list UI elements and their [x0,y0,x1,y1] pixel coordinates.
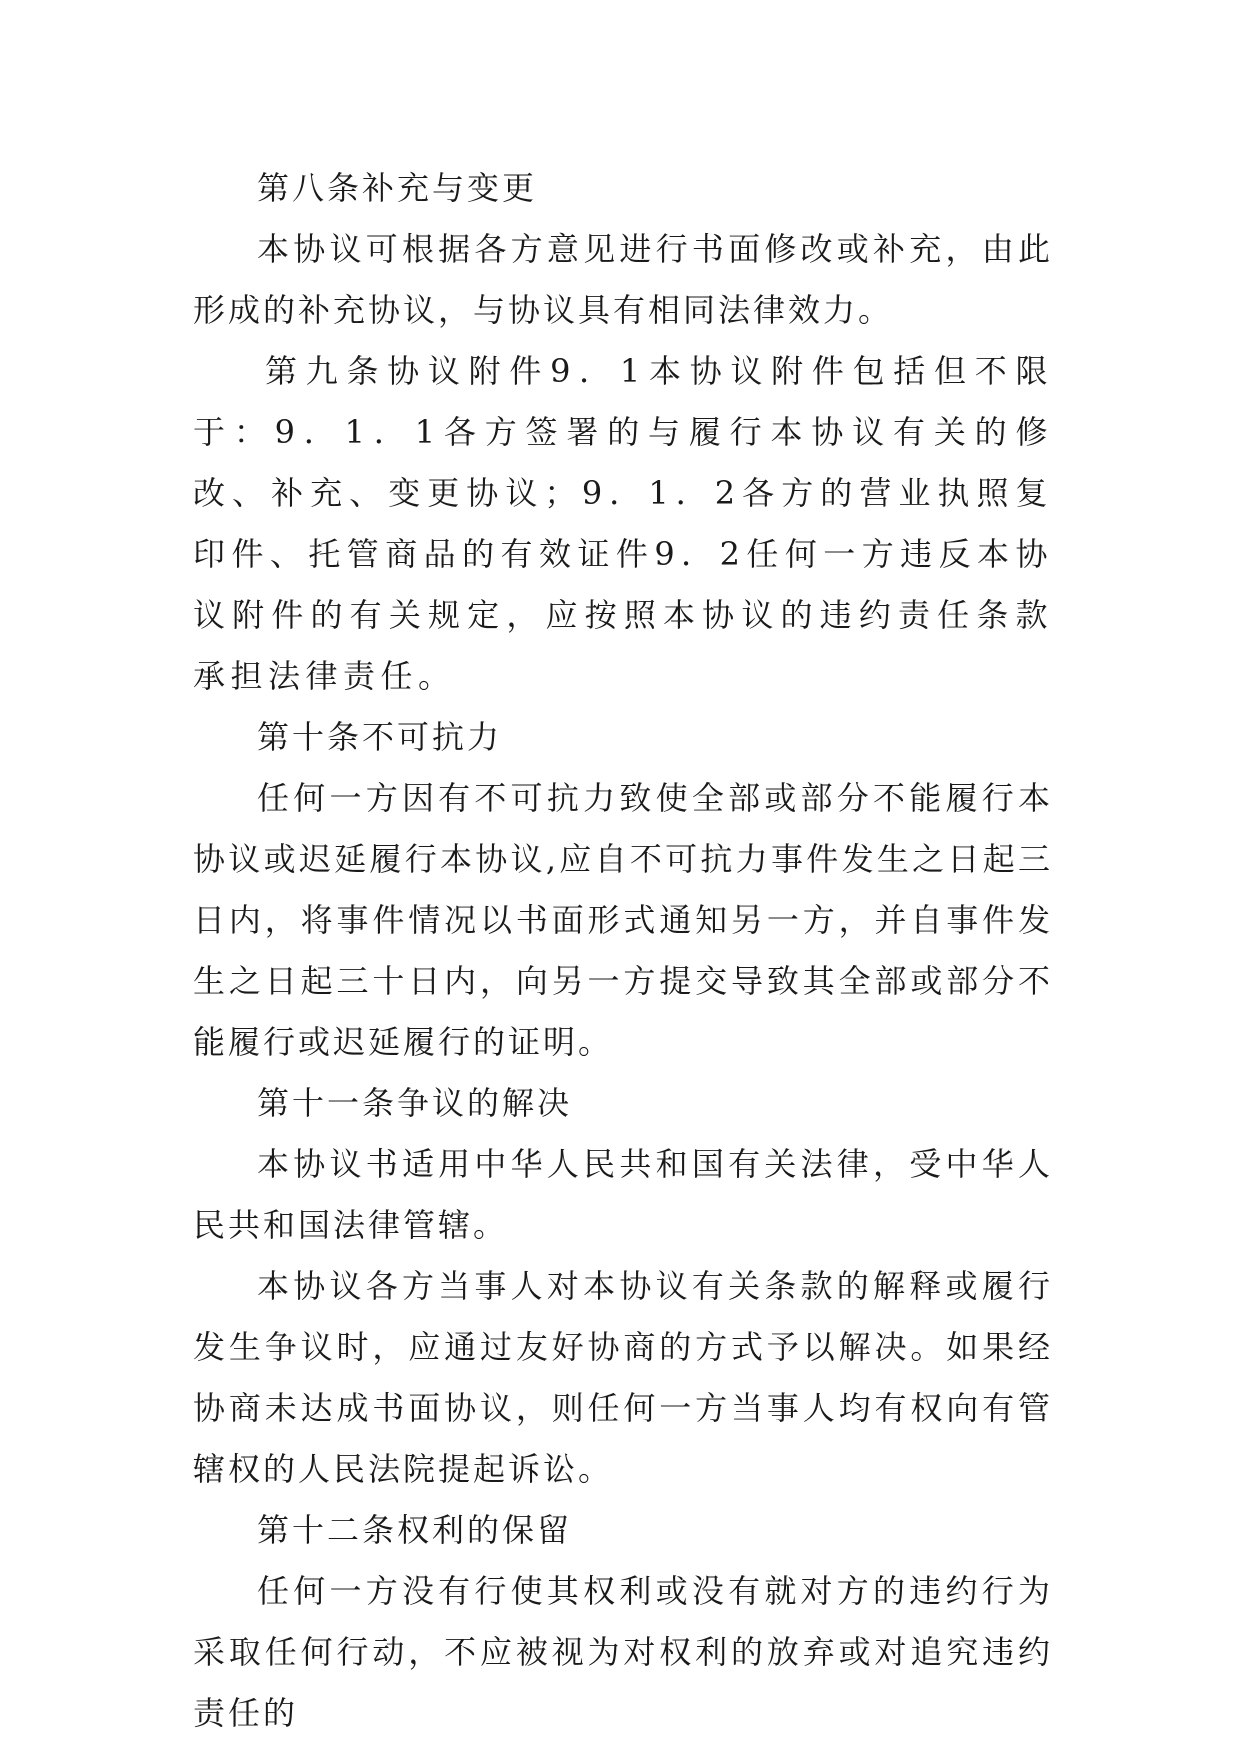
article-12-body: 任何一方没有行使其权利或没有就对方的违约行为采取任何行动，不应被视为对权利的放弃或对追究违约责任的 [193,1572,1053,1732]
article-8-heading: 第八条补充与变更 [257,169,538,207]
article-10-heading: 第十条不可抗力 [257,718,503,756]
article-11-body-1: 本协议书适用中华人民共和国有关法律，受中华人民共和国法律管辖。 [193,1145,1053,1244]
article-11-heading: 第十一条争议的解决 [257,1084,573,1122]
document-body [193,158,1053,1744]
article-9-body: 第九条协议附件9．1本协议附件包括但不限于：9．1．1各方签署的与履行本协议有关的修改、补充、变更协议；9．1．2各方的营业执照复印件、托管商品的有效证件9．2任何一方违反本协议附件的有关规定，应按照本协议的违约责任条款承担法律责任。 [193,352,1053,695]
article-12-heading: 第十二条权利的保留 [257,1511,573,1549]
article-11-body-2: 本协议各方当事人对本协议有关条款的解释或履行发生争议时，应通过友好协商的方式予以解决。如果经协商未达成书面协议，则任何一方当事人均有权向有管辖权的人民法院提起诉讼。 [193,1267,1053,1488]
article-10-body: 任何一方因有不可抗力致使全部或部分不能履行本协议或迟延履行本协议,应自不可抗力事件发生之日起三日内，将事件情况以书面形式通知另一方，并自事件发生之日起三十日内，向另一方提交导致其全部或部分不能履行或迟延履行的证明。 [193,779,1053,1061]
article-8-body: 本协议可根据各方意见进行书面修改或补充，由此形成的补充协议，与协议具有相同法律效力。 [193,230,1053,329]
